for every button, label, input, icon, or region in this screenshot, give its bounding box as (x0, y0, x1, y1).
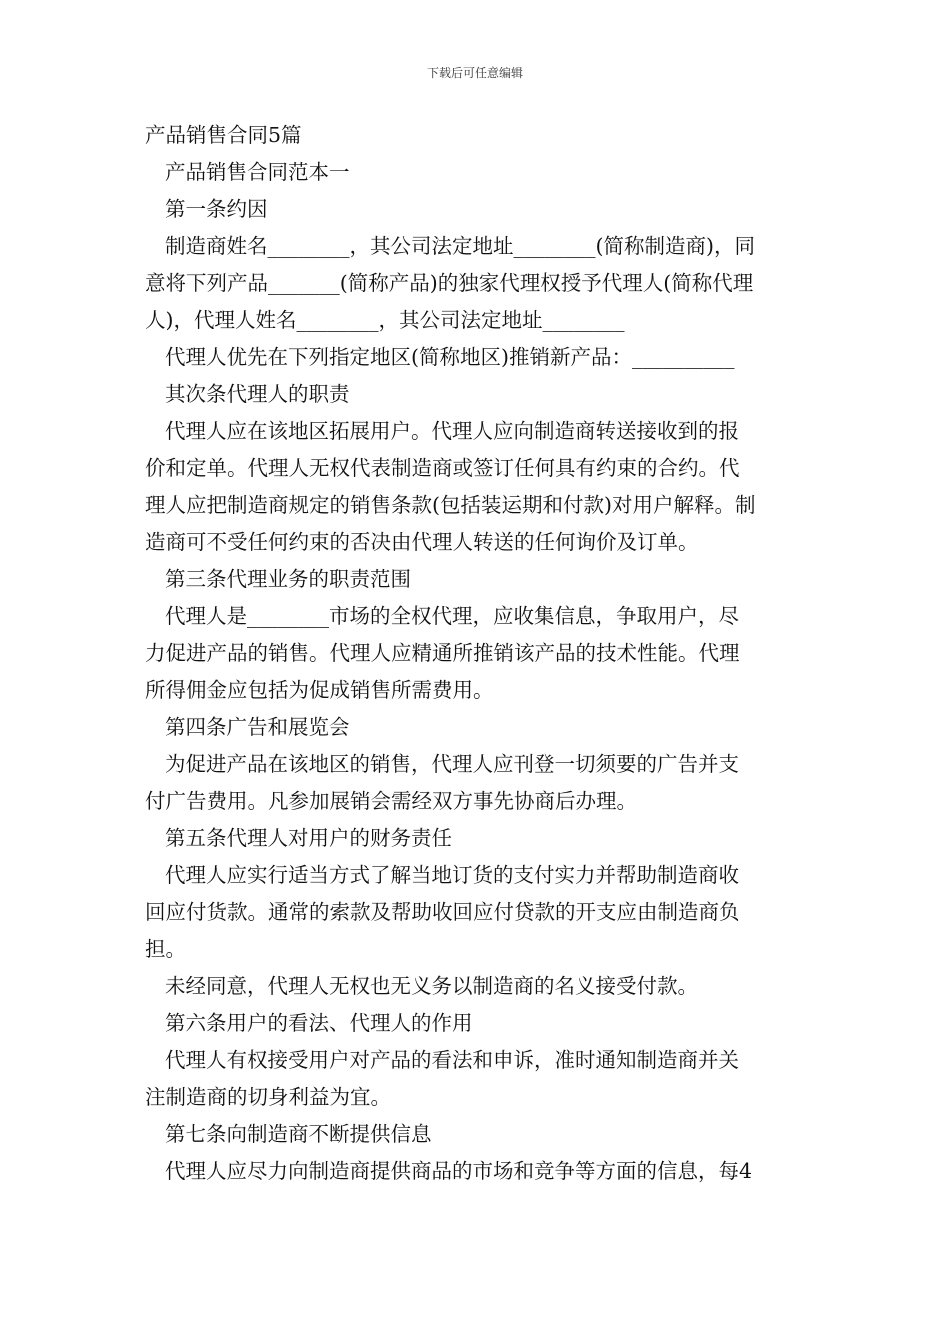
document-line: 第六条用户的看法、代理人的作用 (165, 1011, 473, 1035)
document-line: 造商可不受任何约束的否决由代理人转送的任何询价及订单。 (145, 530, 699, 554)
document-line: 理人应把制造商规定的销售条款(包括装运期和付款)对用户解释。制 (145, 493, 756, 517)
document-line: 回应付货款。通常的索款及帮助收回应付贷款的开支应由制造商负 (145, 900, 740, 924)
document-line: 代理人应在该地区拓展用户。代理人应向制造商转送接收到的报 (165, 419, 739, 443)
document-line: 付广告费用。凡参加展销会需经双方事先协商后办理。 (145, 789, 637, 813)
document-line: 代理人优先在下列指定地区(简称地区)推销新产品：__________ (165, 345, 735, 369)
document-line: 未经同意，代理人无权也无义务以制造商的名义接受付款。 (165, 974, 698, 998)
document-line: 制造商姓名________，其公司法定地址________(简称制造商)，同 (165, 234, 755, 258)
document-line: 第三条代理业务的职责范围 (165, 567, 411, 591)
document-line: 第四条广告和展览会 (165, 715, 350, 739)
document-line: 价和定单。代理人无权代表制造商或签订任何具有约束的合约。代 (145, 456, 740, 480)
document-line: 为促进产品在该地区的销售，代理人应刊登一切须要的广告并支 (165, 752, 739, 776)
document-line: 代理人应实行适当方式了解当地订货的支付实力并帮助制造商收 (165, 863, 739, 887)
document-line: 代理人是________市场的全权代理，应收集信息，争取用户，尽 (165, 604, 739, 628)
document-line: 担。 (145, 937, 186, 961)
document-line: 第一条约因 (165, 197, 268, 221)
document-line: 产品销售合同范本一 (165, 160, 350, 184)
document-line: 力促进产品的销售。代理人应精通所推销该产品的技术性能。代理 (145, 641, 740, 665)
document-line: 代理人应尽力向制造商提供商品的市场和竞争等方面的信息，每4 (165, 1159, 753, 1183)
document-lines (145, 154, 813, 1190)
document-line: 其次条代理人的职责 (165, 382, 350, 406)
document-line: 代理人有权接受用户对产品的看法和申诉，准时通知制造商并关 (165, 1048, 739, 1072)
document-line: 意将下列产品_______(简称产品)的独家代理权授予代理人(简称代理 (145, 271, 754, 295)
document-title: 产品销售合同5篇 (145, 123, 302, 147)
document-line: 第五条代理人对用户的财务责任 (165, 826, 452, 850)
document-line: 第七条向制造商不断提供信息 (165, 1122, 432, 1146)
document-line: 所得佣金应包括为促成销售所需费用。 (145, 678, 494, 702)
document-body (145, 116, 813, 1190)
document-line: 人)，代理人姓名________，其公司法定地址________ (145, 308, 625, 332)
document-line: 注制造商的切身利益为宜。 (145, 1085, 391, 1109)
page-header: 下载后可任意编辑 (426, 66, 523, 80)
